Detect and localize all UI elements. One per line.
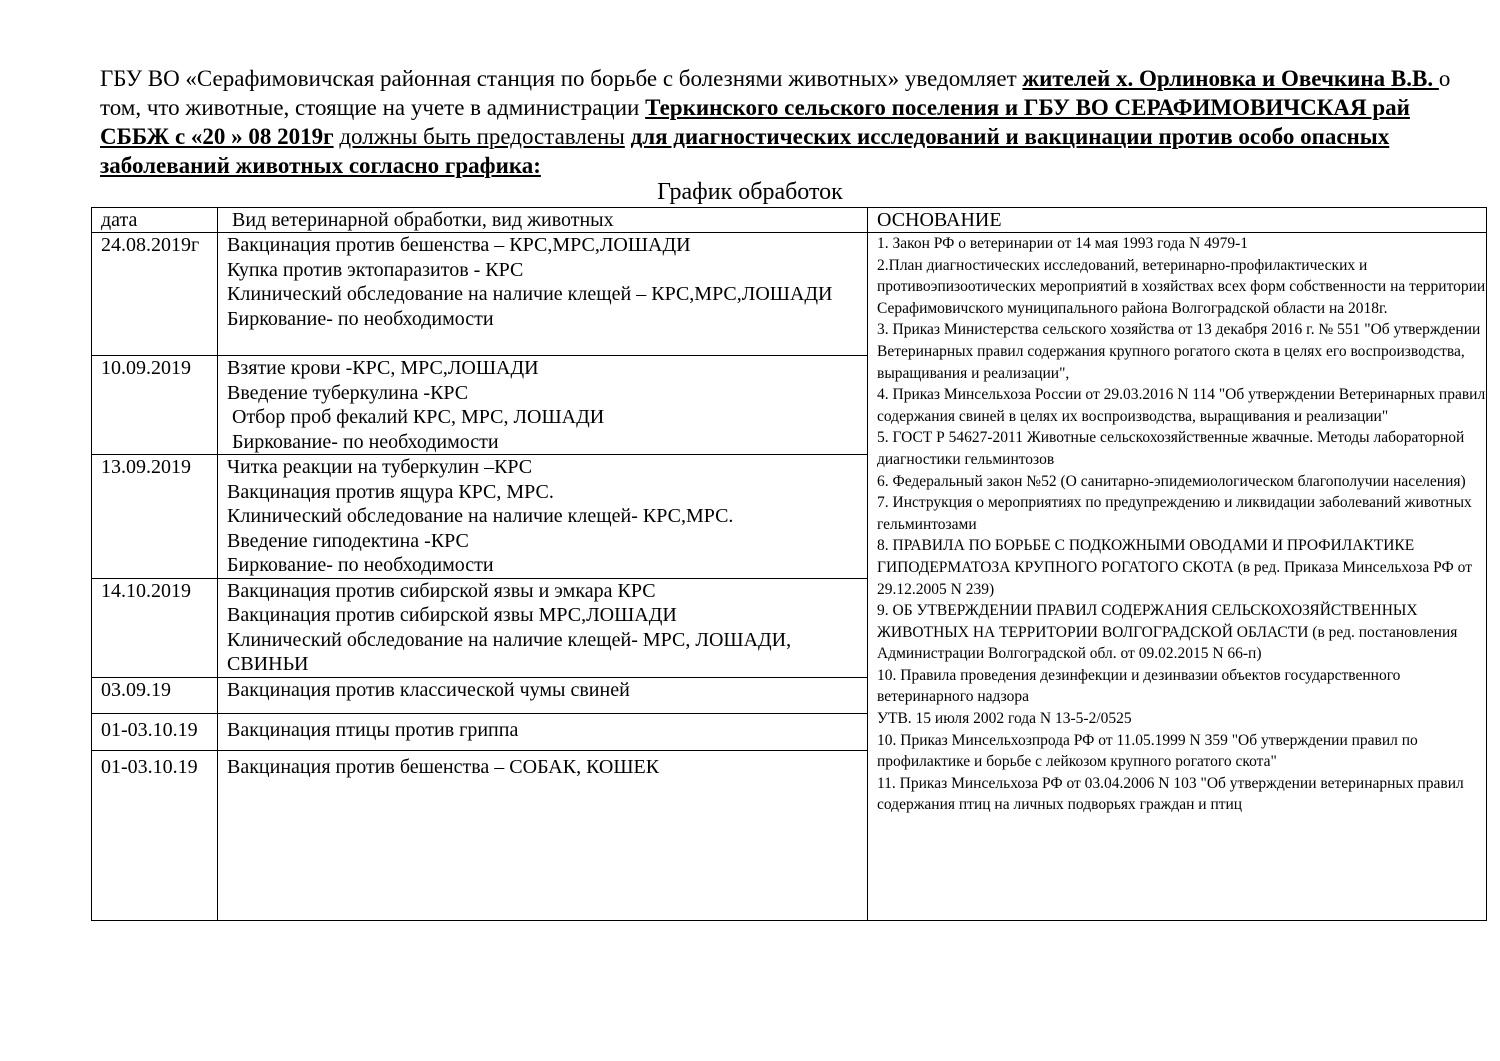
row-date: 13.09.2019	[92, 455, 218, 579]
work-item: Клинический обследование на наличие клещей- МРС, ЛОШАДИ, СВИНЬИ	[227, 628, 792, 675]
basis-item: 10. Правила проведения дезинфекции и дезинвазии объектов государственного ветеринарного надзора	[877, 666, 1401, 706]
row-date: 14.10.2019	[92, 578, 218, 677]
basis-item: 7. Инструкция о мероприятиях по предупреждению и ликвидации заболеваний животных гельминтозами	[877, 494, 1472, 533]
row-work	[218, 578, 868, 677]
work-item: Вакцинация птицы против гриппа	[227, 718, 519, 741]
basis-item: УТВ. 15 июля 2002 года N 13-5-2/0525	[877, 710, 1132, 728]
basis-item: 4. Приказ Минсельхоза России от 29.03.2016 N 114 "Об утверждении Ветеринарных правил содержания свиней в целях их воспроизводства, выращивания и реализации"	[877, 386, 1486, 425]
header-date: дата	[92, 208, 218, 233]
schedule-row	[92, 233, 1487, 356]
work-item: Купка против эктопаразитов - КРС	[227, 258, 524, 281]
work-item: Введение туберкулина -КРС	[227, 381, 469, 404]
notice-purpose: для диагностических исследований и вакцинации против особо опасных заболеваний животных согласно графика:	[100, 124, 1390, 178]
work-item: Читка реакции на туберкулин –КРС	[227, 456, 533, 478]
work-item: Отбор проб фекалий КРС, МРС, ЛОШАДИ	[232, 406, 605, 428]
work-item: Введение гиподектина -КРС	[227, 529, 469, 552]
work-item: Клинический обследование на наличие клещей – КРС,МРС,ЛОШАДИ	[227, 283, 833, 305]
work-item: Клинический обследование на наличие клещей- КРС,МРС.	[227, 505, 734, 527]
row-work	[218, 233, 868, 356]
header-basis: ОСНОВАНИЕ	[868, 208, 1487, 233]
work-item: Взятие крови -КРС, МРС,ЛОШАДИ	[227, 357, 539, 379]
work-item: Вакцинация против сибирской язвы и эмкара КРС	[227, 579, 656, 602]
basis-item: 3. Приказ Министерства сельского хозяйства от 13 декабря 2016 г. № 551 "Об утверждении Ветеринарных правил содержания крупного рогатого скота в целях его воспроизводства, выращивания и реализации",	[877, 321, 1481, 382]
basis-item: 5. ГОСТ Р 54627-2011 Животные сельскохозяйственные жвачные. Методы лабораторной диагностики гельминтозов	[877, 429, 1465, 468]
row-work	[218, 713, 868, 750]
notice-text-1: ГБУ ВО «Серафимовичская районная станция по борьбе с болезнями животных» уведомляет	[100, 66, 1023, 91]
row-date: 01-03.10.19	[92, 750, 218, 920]
notice-paragraph	[100, 64, 1470, 180]
row-work	[218, 455, 868, 579]
header-work: Вид ветеринарной обработки, вид животных	[218, 208, 868, 233]
row-work	[218, 750, 868, 920]
row-date: 03.09.19	[92, 677, 218, 713]
basis-item: 11. Приказ Минсельхоза РФ от 03.04.2006 N 103 "Об утверждении ветеринарных правил содержания птиц на личных подворьях граждан и птиц	[877, 774, 1464, 814]
basis-cell	[868, 233, 1487, 921]
row-work	[218, 356, 868, 455]
basis-item: 8. ПРАВИЛА ПО БОРЬБЕ С ПОДКОЖНЫМИ ОВОДАМИ И ПРОФИЛАКТИКЕ ГИПОДЕРМАТОЗА КРУПНОГО РОГАТОГО СКОТА (в ред. Приказа Минсельхоза РФ от 29.12.2005 N 239)	[877, 537, 1472, 598]
schedule-table	[91, 207, 1487, 921]
work-item: Вакцинация против ящура КРС, МРС.	[227, 480, 554, 503]
notice-recipients: жителей х. Орлиновка и Овечкина В.В.	[1022, 66, 1439, 91]
work-item: Биркование- по необходимости	[227, 554, 494, 576]
work-item: Вакцинация против классической чумы свиней	[227, 678, 630, 701]
work-item: Биркование- по необходимости	[227, 307, 494, 330]
schedule-header-row	[92, 208, 1487, 233]
work-item: Вакцинация против сибирской язвы МРС,ЛОШАДИ	[227, 604, 677, 626]
basis-item: 1. Закон РФ о ветеринарии от 14 мая 1993 года N 4979-1	[877, 235, 1249, 252]
row-work	[218, 677, 868, 713]
basis-item: 10. Приказ Минсельхозпрода РФ от 11.05.1999 N 359 "Об утверждении правил по профилактике и борьбе с лейкозом крупного рогатого скота"	[877, 731, 1418, 771]
work-item: Вакцинация против бешенства – СОБАК, КОШЕК	[227, 755, 660, 778]
basis-item: 6. Федеральный закон №52 (О санитарно-эпидемиологическом благополучии населения)	[877, 472, 1466, 490]
basis-item: 2.План диагностических исследований, ветеринарно-профилактических и противоэпизоотических мероприятий в хозяйствах всех форм собственности на территории Серафимовичского муниципального района Волгоградской области на 2018г.	[877, 256, 1486, 317]
notice-administration: Теркинского сельского поселения и ГБУ ВО СЕРАФИМОВИЧСКАЯ рай СББЖ с «20 » 08 2019г	[100, 95, 1410, 149]
row-date: 24.08.2019г	[92, 233, 218, 356]
notice-must-provide: должны быть предоставлены	[339, 124, 625, 149]
work-item: Вакцинация против бешенства – КРС,МРС,ЛОШАДИ	[227, 234, 691, 256]
notice-text-2: о том, что животные, стоящие на учете в администрации	[100, 66, 1451, 120]
row-date: 10.09.2019	[92, 356, 218, 455]
basis-item: 9. ОБ УТВЕРЖДЕНИИ ПРАВИЛ СОДЕРЖАНИЯ СЕЛЬСКОХОЗЯЙСТВЕННЫХ ЖИВОТНЫХ НА ТЕРРИТОРИИ ВОЛГОГРАДСКОЙ ОБЛАСТИ (в ред. постановления Администрации Волгоградской обл. от 09.02.2015 N 66-п)	[877, 602, 1458, 663]
row-date: 01-03.10.19	[92, 713, 218, 750]
schedule-title: График обработок	[657, 179, 843, 205]
work-item: Биркование- по необходимости	[232, 430, 499, 453]
